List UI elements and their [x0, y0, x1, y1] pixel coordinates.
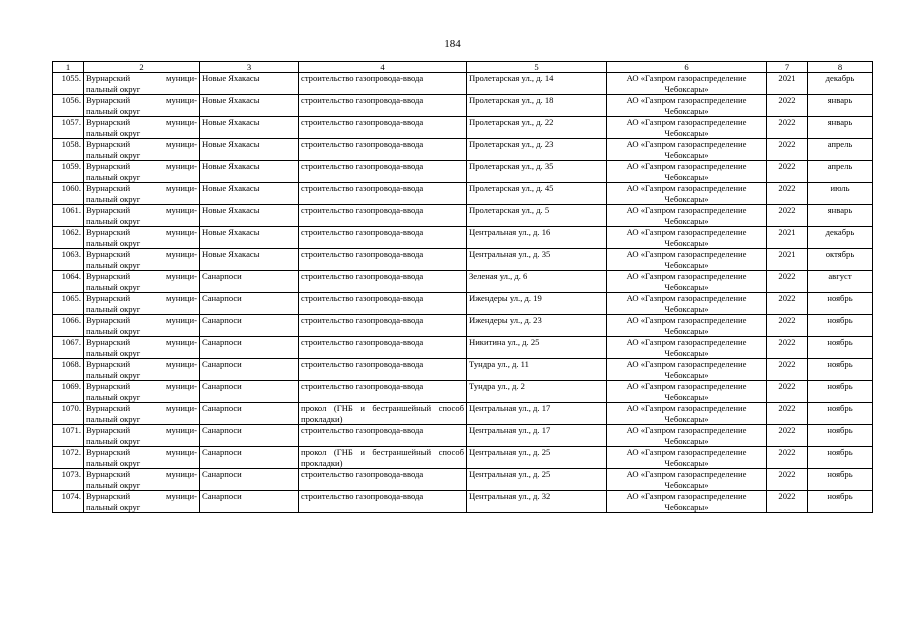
month-cell: ноябрь — [808, 403, 873, 425]
organization-line1: АО «Газпром газораспределение — [626, 491, 747, 501]
work-type-cell: строительство газопровода-ввода — [299, 205, 467, 227]
district-type-rest: пальный округ — [86, 369, 141, 380]
district-name: Вурнарский — [86, 249, 131, 259]
work-type-cell: строительство газопровода-ввода — [299, 293, 467, 315]
organization-line2: Чебоксары» — [664, 457, 709, 468]
settlement-cell: Санарпоси — [200, 469, 299, 491]
organization-line2: Чебоксары» — [664, 479, 709, 490]
table-body — [53, 73, 873, 513]
address-cell: Ижендеры ул., д. 23 — [467, 315, 607, 337]
settlement-cell: Новые Яхакасы — [200, 227, 299, 249]
district-type-rest: пальный округ — [86, 413, 141, 424]
year-cell: 2022 — [767, 469, 808, 491]
address-cell: Пролетарская ул., д. 45 — [467, 183, 607, 205]
district-type-rest: пальный округ — [86, 193, 141, 204]
work-type-cell: строительство газопровода-ввода — [299, 117, 467, 139]
district-type-part: муници- — [166, 469, 197, 479]
organization-line1: АО «Газпром газораспределение — [626, 381, 747, 391]
work-type-cell: строительство газопровода-ввода — [299, 359, 467, 381]
district-cell — [84, 161, 200, 183]
year-cell: 2022 — [767, 337, 808, 359]
district-type-part: муници- — [166, 491, 197, 501]
month-cell: ноябрь — [808, 425, 873, 447]
district-type-part: муници- — [166, 403, 197, 413]
district-type-rest: пальный округ — [86, 105, 141, 116]
district-type-rest: пальный округ — [86, 501, 141, 512]
district-type-part: муници- — [166, 161, 197, 171]
address-cell: Центральная ул., д. 16 — [467, 227, 607, 249]
organization-cell — [607, 183, 767, 205]
page-number: 184 — [444, 38, 461, 50]
settlement-cell: Санарпоси — [200, 337, 299, 359]
organization-line1: АО «Газпром газораспределение — [626, 293, 747, 303]
organization-cell — [607, 359, 767, 381]
district-type-part: муници- — [166, 425, 197, 435]
address-cell: Тундра ул., д. 11 — [467, 359, 607, 381]
month-cell: ноябрь — [808, 315, 873, 337]
organization-line1: АО «Газпром газораспределение — [626, 337, 747, 347]
district-cell — [84, 359, 200, 381]
organization-line2: Чебоксары» — [664, 149, 709, 160]
organization-line2: Чебоксары» — [664, 171, 709, 182]
district-type-part: муници- — [166, 117, 197, 127]
month-cell: январь — [808, 117, 873, 139]
settlement-cell: Санарпоси — [200, 293, 299, 315]
row-number: 1062. — [53, 227, 84, 249]
settlement-cell: Новые Яхакасы — [200, 139, 299, 161]
row-number: 1056. — [53, 95, 84, 117]
row-number: 1060. — [53, 183, 84, 205]
district-cell — [84, 469, 200, 491]
district-type-rest: пальный округ — [86, 435, 141, 446]
organization-line2: Чебоксары» — [664, 105, 709, 116]
work-type-cell: строительство газопровода-ввода — [299, 249, 467, 271]
district-type-rest: пальный округ — [86, 303, 141, 314]
district-type-rest: пальный округ — [86, 325, 141, 336]
month-cell: январь — [808, 205, 873, 227]
address-cell: Центральная ул., д. 35 — [467, 249, 607, 271]
address-cell: Тундра ул., д. 2 — [467, 381, 607, 403]
work-type-cell: прокол (ГНБ и бестраншейный способ прокладки) — [299, 447, 467, 469]
month-cell: июль — [808, 183, 873, 205]
settlement-cell: Санарпоси — [200, 425, 299, 447]
organization-line1: АО «Газпром газораспределение — [626, 95, 747, 105]
district-name: Вурнарский — [86, 381, 131, 391]
district-type-rest: пальный округ — [86, 347, 141, 358]
table-row — [53, 73, 873, 95]
district-name: Вурнарский — [86, 425, 131, 435]
district-type-rest: пальный округ — [86, 237, 141, 248]
address-cell: Пролетарская ул., д. 35 — [467, 161, 607, 183]
district-type-part: муници- — [166, 183, 197, 193]
column-number: 6 — [607, 62, 767, 73]
row-number: 1074. — [53, 491, 84, 513]
district-type-part: муници- — [166, 73, 197, 83]
month-cell: ноябрь — [808, 381, 873, 403]
table-row — [53, 425, 873, 447]
district-cell — [84, 315, 200, 337]
column-number-row — [53, 62, 873, 73]
district-cell — [84, 73, 200, 95]
organization-line2: Чебоксары» — [664, 435, 709, 446]
district-type-part: муници- — [166, 95, 197, 105]
organization-cell — [607, 337, 767, 359]
organization-cell — [607, 271, 767, 293]
table-row — [53, 205, 873, 227]
district-type-part: муници- — [166, 139, 197, 149]
district-name: Вурнарский — [86, 117, 131, 127]
organization-line1: АО «Газпром газораспределение — [626, 139, 747, 149]
organization-cell — [607, 205, 767, 227]
row-number: 1055. — [53, 73, 84, 95]
table-row — [53, 491, 873, 513]
row-number: 1066. — [53, 315, 84, 337]
month-cell: ноябрь — [808, 293, 873, 315]
year-cell: 2021 — [767, 227, 808, 249]
column-number: 1 — [53, 62, 84, 73]
address-cell: Пролетарская ул., д. 23 — [467, 139, 607, 161]
organization-line1: АО «Газпром газораспределение — [626, 161, 747, 171]
row-number: 1064. — [53, 271, 84, 293]
organization-cell — [607, 161, 767, 183]
settlement-cell: Санарпоси — [200, 491, 299, 513]
row-number: 1065. — [53, 293, 84, 315]
address-cell: Центральная ул., д. 25 — [467, 447, 607, 469]
address-cell: Пролетарская ул., д. 18 — [467, 95, 607, 117]
row-number: 1058. — [53, 139, 84, 161]
district-cell — [84, 183, 200, 205]
organization-line1: АО «Газпром газораспределение — [626, 469, 747, 479]
organization-cell — [607, 315, 767, 337]
organization-cell — [607, 403, 767, 425]
table-row — [53, 161, 873, 183]
year-cell: 2022 — [767, 425, 808, 447]
organization-line2: Чебоксары» — [664, 347, 709, 358]
row-number: 1068. — [53, 359, 84, 381]
organization-line2: Чебоксары» — [664, 281, 709, 292]
column-number: 3 — [200, 62, 299, 73]
year-cell: 2021 — [767, 73, 808, 95]
settlement-cell: Новые Яхакасы — [200, 73, 299, 95]
district-name: Вурнарский — [86, 205, 131, 215]
table-row — [53, 403, 873, 425]
year-cell: 2022 — [767, 183, 808, 205]
year-cell: 2022 — [767, 205, 808, 227]
column-number: 5 — [467, 62, 607, 73]
row-number: 1057. — [53, 117, 84, 139]
district-type-part: муници- — [166, 205, 197, 215]
year-cell: 2022 — [767, 315, 808, 337]
organization-line1: АО «Газпром газораспределение — [626, 425, 747, 435]
district-type-rest: пальный округ — [86, 457, 141, 468]
organization-line2: Чебоксары» — [664, 127, 709, 138]
row-number: 1063. — [53, 249, 84, 271]
district-type-part: муници- — [166, 271, 197, 281]
organization-line2: Чебоксары» — [664, 413, 709, 424]
settlement-cell: Санарпоси — [200, 359, 299, 381]
year-cell: 2022 — [767, 293, 808, 315]
district-type-rest: пальный округ — [86, 259, 141, 270]
column-number: 2 — [84, 62, 200, 73]
district-name: Вурнарский — [86, 315, 131, 325]
work-type-cell: строительство газопровода-ввода — [299, 425, 467, 447]
month-cell: ноябрь — [808, 447, 873, 469]
district-cell — [84, 447, 200, 469]
district-name: Вурнарский — [86, 227, 131, 237]
address-cell: Зеленая ул., д. 6 — [467, 271, 607, 293]
organization-line1: АО «Газпром газораспределение — [626, 447, 747, 457]
table-row — [53, 469, 873, 491]
organization-line2: Чебоксары» — [664, 391, 709, 402]
table-row — [53, 183, 873, 205]
district-type-rest: пальный округ — [86, 83, 141, 94]
organization-cell — [607, 447, 767, 469]
organization-line1: АО «Газпром газораспределение — [626, 403, 747, 413]
district-cell — [84, 491, 200, 513]
settlement-cell: Санарпоси — [200, 315, 299, 337]
table-row — [53, 139, 873, 161]
organization-line2: Чебоксары» — [664, 237, 709, 248]
organization-line1: АО «Газпром газораспределение — [626, 271, 747, 281]
address-cell: Центральная ул., д. 17 — [467, 425, 607, 447]
organization-cell — [607, 491, 767, 513]
district-cell — [84, 403, 200, 425]
row-number: 1071. — [53, 425, 84, 447]
organization-line1: АО «Газпром газораспределение — [626, 205, 747, 215]
organization-cell — [607, 117, 767, 139]
district-cell — [84, 95, 200, 117]
organization-cell — [607, 95, 767, 117]
organization-line1: АО «Газпром газораспределение — [626, 249, 747, 259]
organization-line1: АО «Газпром газораспределение — [626, 183, 747, 193]
district-name: Вурнарский — [86, 73, 131, 83]
district-cell — [84, 293, 200, 315]
organization-cell — [607, 425, 767, 447]
work-type-cell: строительство газопровода-ввода — [299, 337, 467, 359]
settlement-cell: Новые Яхакасы — [200, 117, 299, 139]
district-name: Вурнарский — [86, 447, 131, 457]
district-name: Вурнарский — [86, 271, 131, 281]
work-type-cell: строительство газопровода-ввода — [299, 73, 467, 95]
table-row — [53, 249, 873, 271]
settlement-cell: Новые Яхакасы — [200, 249, 299, 271]
month-cell: ноябрь — [808, 491, 873, 513]
organization-line2: Чебоксары» — [664, 215, 709, 226]
settlement-cell: Новые Яхакасы — [200, 205, 299, 227]
column-number: 4 — [299, 62, 467, 73]
district-name: Вурнарский — [86, 161, 131, 171]
settlement-cell: Санарпоси — [200, 381, 299, 403]
district-type-rest: пальный округ — [86, 281, 141, 292]
district-name: Вурнарский — [86, 403, 131, 413]
district-name: Вурнарский — [86, 469, 131, 479]
month-cell: ноябрь — [808, 359, 873, 381]
district-type-rest: пальный округ — [86, 215, 141, 226]
district-type-part: муници- — [166, 337, 197, 347]
table-row — [53, 95, 873, 117]
district-type-part: муници- — [166, 249, 197, 259]
month-cell: январь — [808, 95, 873, 117]
month-cell: декабрь — [808, 227, 873, 249]
district-name: Вурнарский — [86, 95, 131, 105]
district-cell — [84, 271, 200, 293]
organization-cell — [607, 73, 767, 95]
work-type-cell: строительство газопровода-ввода — [299, 227, 467, 249]
district-cell — [84, 205, 200, 227]
organization-line2: Чебоксары» — [664, 501, 709, 512]
year-cell: 2022 — [767, 139, 808, 161]
district-type-rest: пальный округ — [86, 479, 141, 490]
year-cell: 2022 — [767, 161, 808, 183]
table-row — [53, 227, 873, 249]
address-cell: Пролетарская ул., д. 14 — [467, 73, 607, 95]
work-type-cell: строительство газопровода-ввода — [299, 95, 467, 117]
year-cell: 2022 — [767, 381, 808, 403]
district-type-rest: пальный округ — [86, 127, 141, 138]
table-row — [53, 315, 873, 337]
work-type-cell: строительство газопровода-ввода — [299, 315, 467, 337]
district-name: Вурнарский — [86, 491, 131, 501]
month-cell: декабрь — [808, 73, 873, 95]
district-cell — [84, 117, 200, 139]
district-type-part: муници- — [166, 315, 197, 325]
district-name: Вурнарский — [86, 337, 131, 347]
month-cell: ноябрь — [808, 337, 873, 359]
organization-cell — [607, 227, 767, 249]
organization-line1: АО «Газпром газораспределение — [626, 73, 747, 83]
district-cell — [84, 249, 200, 271]
work-type-cell: строительство газопровода-ввода — [299, 139, 467, 161]
month-cell: октябрь — [808, 249, 873, 271]
district-type-rest: пальный округ — [86, 391, 141, 402]
district-type-rest: пальный округ — [86, 149, 141, 160]
organization-line1: АО «Газпром газораспределение — [626, 359, 747, 369]
address-cell: Пролетарская ул., д. 5 — [467, 205, 607, 227]
settlement-cell: Новые Яхакасы — [200, 183, 299, 205]
district-name: Вурнарский — [86, 359, 131, 369]
work-type-cell: строительство газопровода-ввода — [299, 381, 467, 403]
district-cell — [84, 139, 200, 161]
district-type-part: муници- — [166, 447, 197, 457]
district-type-part: муници- — [166, 381, 197, 391]
organization-line2: Чебоксары» — [664, 369, 709, 380]
year-cell: 2022 — [767, 491, 808, 513]
organization-line1: АО «Газпром газораспределение — [626, 227, 747, 237]
district-type-part: муници- — [166, 293, 197, 303]
row-number: 1059. — [53, 161, 84, 183]
address-cell: Пролетарская ул., д. 22 — [467, 117, 607, 139]
organization-line2: Чебоксары» — [664, 325, 709, 336]
organization-line2: Чебоксары» — [664, 193, 709, 204]
work-type-cell: строительство газопровода-ввода — [299, 161, 467, 183]
address-cell: Центральная ул., д. 32 — [467, 491, 607, 513]
district-cell — [84, 425, 200, 447]
organization-cell — [607, 139, 767, 161]
table-row — [53, 447, 873, 469]
address-cell: Центральная ул., д. 25 — [467, 469, 607, 491]
table-row — [53, 337, 873, 359]
settlement-cell: Санарпоси — [200, 403, 299, 425]
row-number: 1067. — [53, 337, 84, 359]
table-row — [53, 359, 873, 381]
district-type-part: муници- — [166, 359, 197, 369]
organization-cell — [607, 381, 767, 403]
table-row — [53, 381, 873, 403]
district-name: Вурнарский — [86, 139, 131, 149]
row-number: 1070. — [53, 403, 84, 425]
row-number: 1061. — [53, 205, 84, 227]
address-cell: Ижендеры ул., д. 19 — [467, 293, 607, 315]
month-cell: ноябрь — [808, 469, 873, 491]
column-number: 7 — [767, 62, 808, 73]
district-name: Вурнарский — [86, 293, 131, 303]
district-cell — [84, 337, 200, 359]
gas-works-table — [52, 61, 873, 513]
address-cell: Центральная ул., д. 17 — [467, 403, 607, 425]
organization-line1: АО «Газпром газораспределение — [626, 117, 747, 127]
organization-cell — [607, 293, 767, 315]
year-cell: 2022 — [767, 447, 808, 469]
organization-line2: Чебоксары» — [664, 303, 709, 314]
work-type-cell: строительство газопровода-ввода — [299, 469, 467, 491]
organization-line2: Чебоксары» — [664, 83, 709, 94]
work-type-cell: строительство газопровода-ввода — [299, 183, 467, 205]
table-row — [53, 117, 873, 139]
work-type-cell: строительство газопровода-ввода — [299, 271, 467, 293]
district-type-rest: пальный округ — [86, 171, 141, 182]
organization-cell — [607, 249, 767, 271]
district-type-part: муници- — [166, 227, 197, 237]
year-cell: 2022 — [767, 95, 808, 117]
year-cell: 2021 — [767, 249, 808, 271]
month-cell: апрель — [808, 161, 873, 183]
address-cell: Никитина ул., д. 25 — [467, 337, 607, 359]
organization-cell — [607, 469, 767, 491]
work-type-cell: прокол (ГНБ и бестраншейный способ прокладки) — [299, 403, 467, 425]
settlement-cell: Новые Яхакасы — [200, 95, 299, 117]
table-row — [53, 293, 873, 315]
district-name: Вурнарский — [86, 183, 131, 193]
month-cell: апрель — [808, 139, 873, 161]
year-cell: 2022 — [767, 117, 808, 139]
year-cell: 2022 — [767, 403, 808, 425]
district-cell — [84, 381, 200, 403]
column-number: 8 — [808, 62, 873, 73]
organization-line1: АО «Газпром газораспределение — [626, 315, 747, 325]
district-cell — [84, 227, 200, 249]
year-cell: 2022 — [767, 359, 808, 381]
settlement-cell: Новые Яхакасы — [200, 161, 299, 183]
settlement-cell: Санарпоси — [200, 447, 299, 469]
row-number: 1069. — [53, 381, 84, 403]
settlement-cell: Санарпоси — [200, 271, 299, 293]
month-cell: август — [808, 271, 873, 293]
row-number: 1072. — [53, 447, 84, 469]
work-type-cell: строительство газопровода-ввода — [299, 491, 467, 513]
row-number: 1073. — [53, 469, 84, 491]
organization-line2: Чебоксары» — [664, 259, 709, 270]
year-cell: 2022 — [767, 271, 808, 293]
table-row — [53, 271, 873, 293]
